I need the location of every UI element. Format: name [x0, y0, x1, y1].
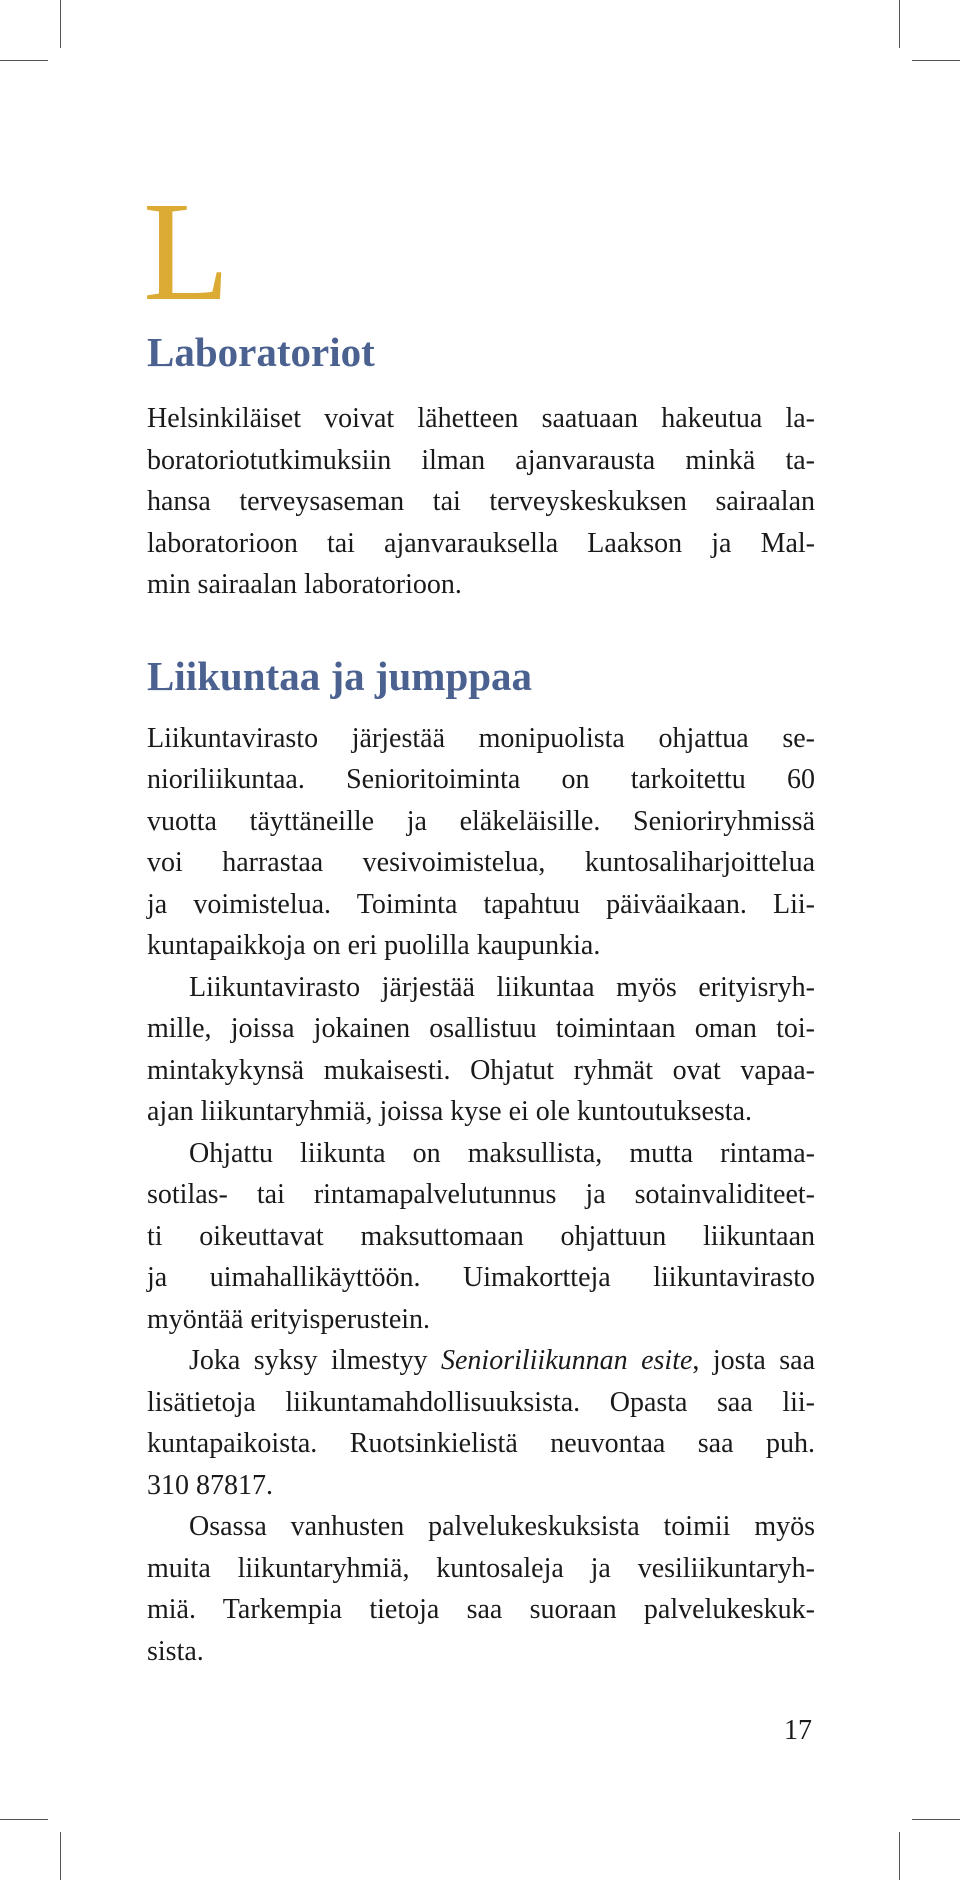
crop-mark-top-left-h	[0, 60, 48, 61]
text-line: Ohjattu liikunta on maksullista, mutta rintama-	[189, 1137, 815, 1169]
section-heading: Laboratoriot	[147, 329, 375, 375]
text-line: min sairaalan laboratorioon.	[147, 569, 462, 600]
text-line: mintakykynsä mukaisesti. Ohjatut ryhmät ovat vapaa-	[147, 1054, 815, 1086]
text-line: hansa terveysaseman tai terveyskeskuksen sairaalan	[147, 486, 815, 517]
paragraph	[147, 398, 815, 606]
paragraph	[147, 1340, 815, 1506]
page-number: 17	[784, 1715, 812, 1746]
text-line: 310 87817.	[147, 1469, 273, 1501]
text-line: vuotta täyttäneille ja eläkeläisille. Senioriryhmissä	[147, 805, 815, 837]
text-line: sotilas- tai rintamapalvelutunnus ja sotainvaliditeet-	[147, 1179, 815, 1210]
text-line: nioriliikuntaa. Senioritoiminta on tarkoitettu 60	[147, 764, 815, 795]
text-line: boratoriotutkimuksiin ilman ajanvarausta minkä ta-	[147, 444, 815, 476]
crop-mark-bottom-left	[60, 1832, 61, 1880]
text-line: kuntapaikoista. Ruotsinkielistä neuvontaa saa puh.	[147, 1428, 815, 1459]
text-line: mille, joissa jokainen osallistuu toimintaan oman toi-	[147, 1013, 815, 1044]
brochure-title: Senioriliikunnan esite	[440, 1345, 693, 1376]
page-content	[143, 172, 815, 1672]
text-run: Joka syksy ilmestyy	[189, 1345, 441, 1376]
paragraph	[147, 1133, 815, 1341]
crop-mark-bottom-right-h	[912, 1819, 960, 1820]
text-line: laboratorioon tai ajanvarauksella Laakson ja Mal-	[147, 527, 815, 559]
text-line: ja uimahallikäyttöön. Uimakortteja liikuntavirasto	[147, 1262, 815, 1293]
text-line: voi harrastaa vesivoimistelua, kuntosaliharjoittelua	[147, 847, 815, 878]
text-line: ja voimistelua. Toiminta tapahtuu päiväaikaan. Lii-	[147, 888, 815, 920]
text-line: sista.	[147, 1635, 204, 1667]
text-line: Osassa vanhusten palvelukeskuksista toimii myös	[189, 1511, 815, 1542]
text-line	[147, 1340, 815, 1382]
text-run: , josta saa	[692, 1345, 815, 1376]
paragraph	[147, 967, 815, 1133]
section-heading: Liikuntaa ja jumppaa	[147, 652, 533, 699]
section-liikuntaa	[147, 652, 815, 1673]
text-line: muita liikuntaryhmiä, kuntosaleja ja vesiliikuntaryh-	[147, 1552, 815, 1584]
text-line: Helsinkiläiset voivat lähetteen saatuaan hakeutua la-	[147, 403, 815, 434]
crop-mark-top-right-h	[912, 60, 960, 61]
crop-mark-top-right	[899, 0, 900, 48]
drop-letter: L	[143, 172, 230, 330]
crop-mark-top-left	[60, 0, 61, 48]
crop-mark-bottom-left-h	[0, 1819, 48, 1820]
text-line: lisätietoja liikuntamahdollisuuksista. Opasta saa lii-	[147, 1386, 815, 1418]
text-line: myöntää erityisperustein.	[147, 1303, 431, 1335]
paragraph	[147, 718, 815, 967]
text-line: ti oikeuttavat maksuttomaan ohjattuun liikuntaan	[147, 1220, 815, 1252]
text-line: ajan liikuntaryhmiä, joissa kyse ei ole kuntoutuksesta.	[147, 1096, 752, 1127]
crop-mark-bottom-right	[899, 1832, 900, 1880]
text-line: Liikuntavirasto järjestää monipuolista ohjattua se-	[147, 722, 815, 754]
paragraph	[147, 1506, 815, 1672]
text-line: Liikuntavirasto järjestää liikuntaa myös erityisryh-	[189, 971, 815, 1003]
text-line: kuntapaikkoja on eri puolilla kaupunkia.	[147, 930, 601, 961]
text-line: miä. Tarkempia tietoja saa suoraan palvelukeskuk-	[147, 1594, 815, 1625]
section-laboratoriot	[147, 328, 815, 606]
